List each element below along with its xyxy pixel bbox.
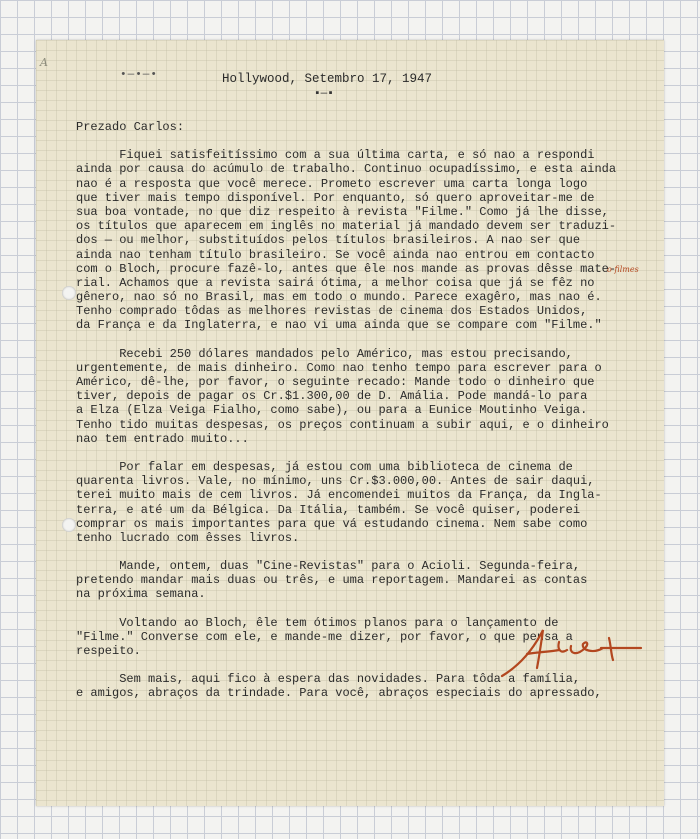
paragraph xyxy=(76,148,656,332)
salutation: Prezado Carlos: xyxy=(76,120,185,134)
text-line: dos — ou melhor, substituídos pelos títulos brasileiros. A nao ser que xyxy=(76,233,581,248)
text-line: Tenho comprado tôdas as melhores revistas de cinema dos Estados Unidos, xyxy=(76,304,588,319)
date-mark: ▪—▪ xyxy=(314,88,334,100)
punch-hole-top xyxy=(62,286,76,300)
text-line: terei muito mais de cem livros. Já encomendei muitos da França, da Ingla- xyxy=(76,488,602,503)
signature xyxy=(497,624,647,680)
top-marks: •—•—• xyxy=(120,69,159,81)
text-line: terra, e até um da Bélgica. Da Itália, também. Se você quiser, poderei xyxy=(76,502,581,517)
text-line: rial. Achamos que a revista sairá ótima, a melhor coisa que já se fêz no xyxy=(76,275,595,290)
margin-mark: A xyxy=(40,56,48,69)
text-line: ainda por causa do acúmulo de trabalho. Continuo ocupadíssimo, e esta ainda xyxy=(76,162,617,177)
text-line: que tiver mais tempo disponível. Por enquanto, só quero aproveitar-me de xyxy=(76,190,595,205)
paragraph xyxy=(76,559,656,602)
text-line: Mande, ontem, duas "Cine-Revistas" para o Acioli. Segunda-feira, xyxy=(76,559,581,574)
text-line: tenho lucrado com êsses livros. xyxy=(76,530,300,545)
text-line: tiver, depois de pagar os Cr.$1.300,00 de D. Amália. Pode mandá-lo para xyxy=(76,389,588,404)
text-line: "Filme." Converse com ele, e mande-me dizer, por favor, o que pensa a xyxy=(76,629,573,644)
text-line: comprar os mais importantes para que vá estudando cinema. Nem sabe como xyxy=(76,516,588,531)
text-line: da França e da Inglaterra, e nao vi uma ainda que se compare com "Filme." xyxy=(76,318,602,333)
handwritten-note: o filmes xyxy=(607,265,639,274)
text-line: na próxima semana. xyxy=(76,587,206,602)
text-line: e amigos, abraços da trindade. Para você, abraços especiais do apressado, xyxy=(76,686,602,701)
text-line: a Elza (Elza Veiga Fialho, como sabe), ou para a Eunice Moutinho Veiga. xyxy=(76,403,588,418)
text-line: Tenho tido muitas despesas, os preços continuam a subir aqui, e o dinheiro xyxy=(76,417,609,432)
letter-date: Hollywood, Setembro 17, 1947 xyxy=(222,72,433,86)
text-line: com o Bloch, procure fazê-lo, antes que êle nos mande as provas dêsse mate- xyxy=(76,261,617,276)
letter-sheet xyxy=(36,40,664,806)
paragraph xyxy=(76,347,656,446)
text-line: quarenta livros. Vale, no mínimo, uns Cr.$3.000,00. Antes de sair daqui, xyxy=(76,474,595,489)
text-line: Fiquei satisfeitíssimo com a sua última carta, e só nao a respondi xyxy=(76,148,595,163)
text-line: Recebi 250 dólares mandados pelo Américo, mas estou precisando, xyxy=(76,346,573,361)
text-line: nao tem entrado muito... xyxy=(76,431,249,446)
text-line: Por falar em despesas, já estou com uma biblioteca de cinema de xyxy=(76,459,573,474)
paragraphs xyxy=(76,148,656,700)
text-line: respeito. xyxy=(76,644,141,659)
text-line: Sem mais, aqui fico à espera das novidades. Para tôda a família, xyxy=(76,672,581,687)
paragraph xyxy=(76,460,656,545)
text-line: ainda nao tenham título brasileiro. Se você ainda nao entrou em contacto xyxy=(76,247,595,262)
text-line: Américo, dê-lhe, por favor, o seguinte recado: Mande todo o dinheiro que xyxy=(76,375,595,390)
punch-hole-bottom xyxy=(62,518,76,532)
text-line: pretendo mandar mais duas ou três, e uma reportagem. Mandarei as contas xyxy=(76,573,588,588)
text-line: os títulos que aparecem em inglês no material já mandado devem ser traduzi- xyxy=(76,219,617,234)
text-line: Voltando ao Bloch, êle tem ótimos planos para o lançamento de xyxy=(76,615,559,630)
text-line: nao é a resposta que você merece. Prometo escrever uma carta longa logo xyxy=(76,176,588,191)
text-line: sua boa vontade, no que diz respeito à revista "Filme." Como já lhe disse, xyxy=(76,204,609,219)
text-line: urgentemente, de mais dinheiro. Como nao tenho tempo para escrever para o xyxy=(76,360,602,375)
text-line: gênero, nao só no Brasil, mas em todo o mundo. Parece exagêro, mas nao é. xyxy=(76,290,602,305)
